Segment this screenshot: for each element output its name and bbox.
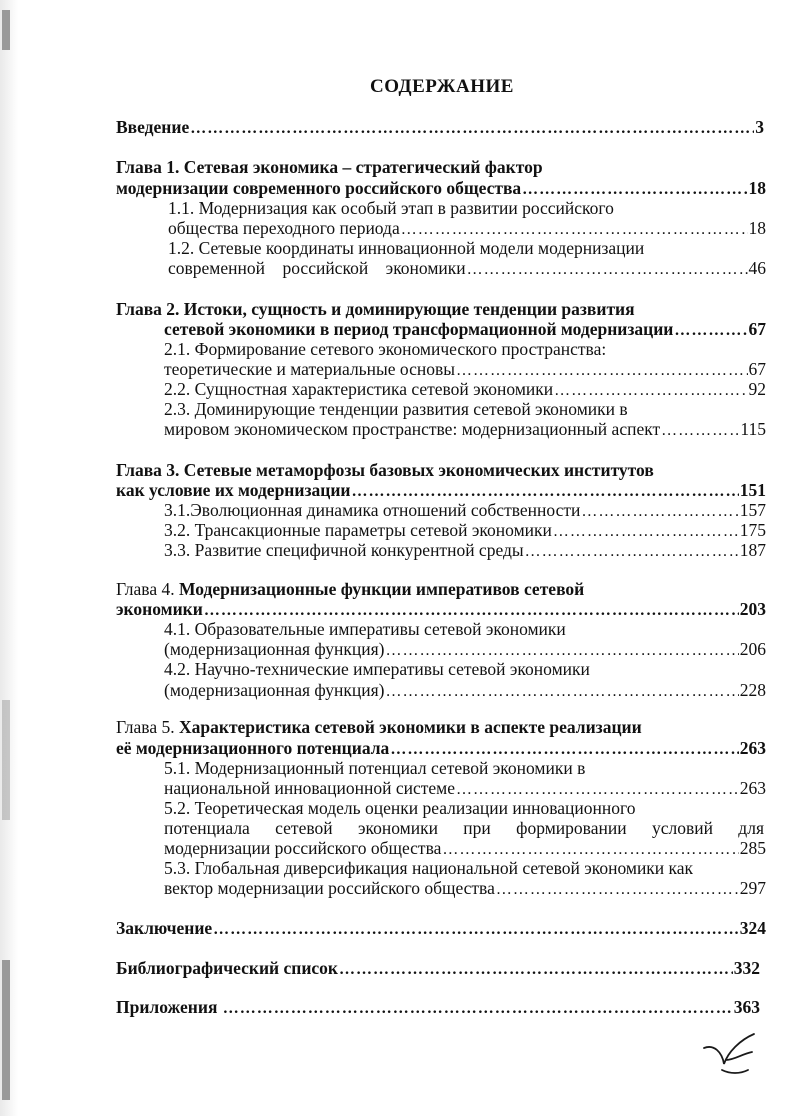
page-number: 206 xyxy=(739,639,766,659)
page-title: СОДЕРЖАНИЕ xyxy=(370,76,514,97)
section-3-2[interactable]: 3.2. Трансакционные параметры сетевой экономики …………………………………………………………………………………………………………………………………………………………………… 175 xyxy=(164,519,766,541)
chapter-4-title-line-2[interactable]: экономики …………………………………………………………………………………………………………………………………………………………………… 203 xyxy=(116,598,766,620)
page-number: 115 xyxy=(740,419,766,439)
page-number: 46 xyxy=(748,258,766,278)
leader-dots xyxy=(496,879,739,901)
page-number: 263 xyxy=(739,738,766,758)
page-number: 297 xyxy=(739,878,766,898)
page-number: 285 xyxy=(739,838,766,858)
section-2-3-line-1[interactable]: 2.3. Доминирующие тенденции развития сетевой экономики в xyxy=(164,399,628,419)
toc-entry-appendix[interactable]: Приложения …………………………………………………………………………………………………………………………………………………………………… 363 xyxy=(116,996,760,1018)
section-5-2-line-1[interactable]: 5.2. Теоретическая модель оценки реализации инновационного xyxy=(164,798,636,818)
chapter-2-title-line-1[interactable]: Глава 2. Истоки, сущность и доминирующие тенденции развития xyxy=(116,299,635,319)
section-1-2-line-1[interactable]: 1.2. Сетевые координаты инновационной модели модернизации xyxy=(168,238,645,258)
section-5-2-line-3[interactable]: модернизации российского общества …………………………………………………………………………………………………………………………………………………………………… 285 xyxy=(164,837,766,859)
section-3-3[interactable]: 3.3. Развитие специфичной конкурентной среды …………………………………………………………………………………………………………………………………………………………………… 187 xyxy=(164,539,766,561)
page-number: 228 xyxy=(739,680,766,700)
chapter-1-title-line-2[interactable]: модернизации современного российского общества …………………………………………………………………………………………………………………………………………………………………… 18 xyxy=(116,177,766,199)
toc-entry-intro[interactable]: Введение …………………………………………………………………………………………………………………………………………………………………… 3 xyxy=(0,116,764,138)
section-2-2[interactable]: 2.2. Сущностная характеристика сетевой экономики …………………………………………………………………………………………………………………………………………………………………… 92 xyxy=(164,378,766,400)
page-number: 203 xyxy=(739,599,766,619)
section-2-3-line-2[interactable]: мировом экономическом пространстве: модернизационный аспект …………………………………………………………………………………………………………………………………………………………………… 115 xyxy=(164,418,766,440)
page-number: 332 xyxy=(733,958,760,978)
leader-dots xyxy=(223,998,733,1020)
handwritten-signature-icon xyxy=(700,1030,760,1080)
page-number: 324 xyxy=(739,918,766,938)
section-4-1-line-2[interactable]: (модернизационная функция) …………………………………………………………………………………………………………………………………………………………………… 206 xyxy=(164,638,766,660)
toc-entry-bibliography[interactable]: Библиографический список …………………………………………………………………………………………………………………………………………………………………… 332 xyxy=(116,957,760,979)
section-5-2-line-2[interactable]: потенциала сетевой экономики при формировании условий для xyxy=(164,818,764,838)
leader-dots xyxy=(386,681,739,703)
scan-edge xyxy=(0,0,18,1116)
section-4-2-line-2[interactable]: (модернизационная функция) …………………………………………………………………………………………………………………………………………………………………… 228 xyxy=(164,679,766,701)
chapter-5-title-line-2[interactable]: её модернизационного потенциала …………………………………………………………………………………………………………………………………………………………………… 263 xyxy=(116,737,766,759)
page-number: 363 xyxy=(733,997,760,1017)
section-3-1[interactable]: 3.1.Эволюционная динамика отношений собственности …………………………………………………………………………………………………………………………………………………………………… 157 xyxy=(164,499,766,521)
leader-dots xyxy=(661,420,739,442)
section-5-1-line-1[interactable]: 5.1. Модернизационный потенциал сетевой экономики в xyxy=(164,758,586,778)
chapter-2-title-line-2[interactable]: сетевой экономики в период трансформационной модернизации …………………………………………………………………………………………………………………………………………………………………… 67 xyxy=(164,318,766,340)
page-number: 18 xyxy=(748,218,766,238)
leader-dots xyxy=(213,919,739,941)
page-number: 18 xyxy=(748,178,766,198)
chapter-1-title-line-1[interactable]: Глава 1. Сетевая экономика – стратегический фактор xyxy=(116,157,543,177)
leader-dots xyxy=(190,118,754,140)
section-2-1-line-2[interactable]: теоретические и материальные основы …………………………………………………………………………………………………………………………………………………………………… 67 xyxy=(164,358,766,380)
page-number: 67 xyxy=(748,359,766,379)
page-number: 187 xyxy=(739,540,766,560)
leader-dots xyxy=(339,959,733,981)
page-number: 157 xyxy=(739,500,766,520)
section-2-1-line-1[interactable]: 2.1. Формирование сетевого экономического пространства: xyxy=(164,339,607,359)
leader-dots xyxy=(525,541,739,563)
section-5-3-line-1[interactable]: 5.3. Глобальная диверсификация национальной сетевой экономики как xyxy=(164,858,694,878)
page-number: 67 xyxy=(748,319,766,339)
section-5-3-line-2[interactable]: вектор модернизации российского общества …………………………………………………………………………………………………………………………………………………………………… 297 xyxy=(164,877,766,899)
leader-dots xyxy=(467,259,748,281)
page-number: 3 xyxy=(755,117,764,137)
section-5-1-line-2[interactable]: национальной инновационной системе …………………………………………………………………………………………………………………………………………………………………… 263 xyxy=(164,777,766,799)
chapter-3-title-line-2[interactable]: как условие их модернизации …………………………………………………………………………………………………………………………………………………………………… 151 xyxy=(116,479,766,501)
page-number: 92 xyxy=(748,379,766,399)
section-1-1-line-1[interactable]: 1.1. Модернизация как особый этап в развитии российского xyxy=(168,198,614,218)
page-number: 175 xyxy=(739,520,766,540)
page-number: 263 xyxy=(739,778,766,798)
chapter-3-title-line-1[interactable]: Глава 3. Сетевые метаморфозы базовых экономических институтов xyxy=(116,460,654,480)
section-1-2-line-2[interactable]: современной российской экономики …………………………………………………………………………………………………………………………………………………………………… 46 xyxy=(168,257,766,279)
section-4-1-line-1[interactable]: 4.1. Образовательные императивы сетевой экономики xyxy=(164,619,566,639)
section-1-1-line-2[interactable]: общества переходного периода …………………………………………………………………………………………………………………………………………………………………… 18 xyxy=(168,217,766,239)
section-4-2-line-1[interactable]: 4.2. Научно-технические императивы сетевой экономики xyxy=(164,659,590,679)
chapter-4-title-line-1[interactable]: Глава 4. Модернизационные функции императивов сетевой xyxy=(116,579,585,599)
page-number: 151 xyxy=(739,480,766,500)
chapter-5-title-line-1[interactable]: Глава 5. Характеристика сетевой экономики в аспекте реализации xyxy=(116,717,642,737)
toc-entry-conclusion[interactable]: Заключение …………………………………………………………………………………………………………………………………………………………………… 324 xyxy=(116,917,766,939)
